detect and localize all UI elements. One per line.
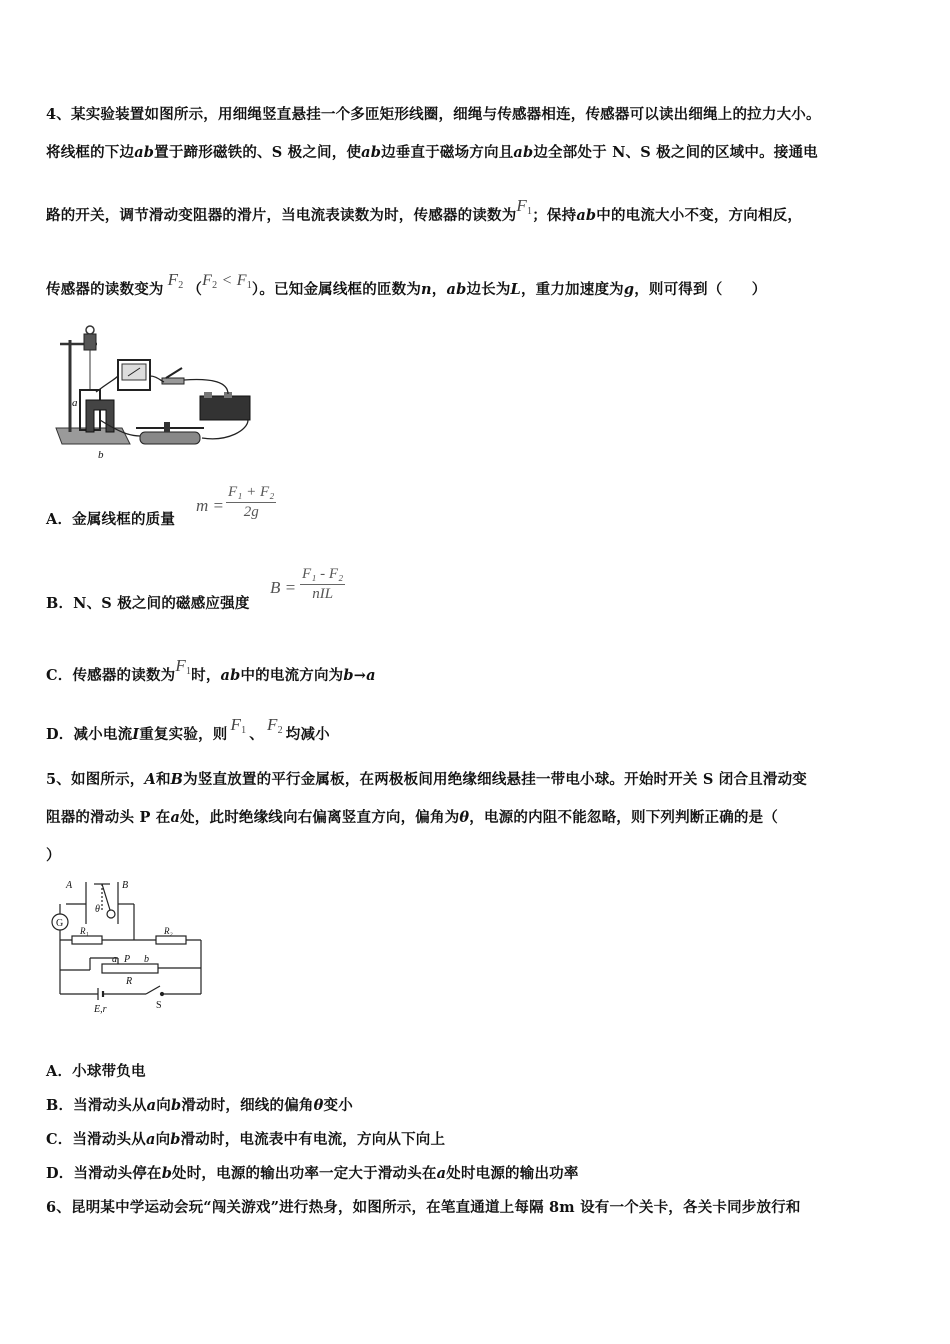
q4-f2: $F_2$ xyxy=(167,270,184,291)
q4-text: ；保持 xyxy=(532,207,577,224)
option-text: D．减小电流 xyxy=(46,726,133,743)
q5-a: a xyxy=(436,1165,447,1182)
option-text: C．传感器的读数为 xyxy=(46,667,176,684)
option-text: 变小 xyxy=(323,1097,353,1114)
numerator: F₁ + F₂ xyxy=(226,484,276,503)
option-text: 时， xyxy=(191,667,221,684)
q4-text: ，则可得到（ ） xyxy=(634,281,767,298)
q4-figure-label-a: a xyxy=(72,397,78,409)
q5-text: 阻器的滑动头 P 在 xyxy=(46,809,171,826)
q4-n: n xyxy=(421,281,432,298)
option-text: 滑动时，细线的偏角 xyxy=(181,1097,314,1114)
q5-option-c xyxy=(46,1128,445,1149)
q5-option-a: A．小球带负电 xyxy=(46,1063,146,1080)
q4-option-b-fraction xyxy=(300,566,345,603)
q4-option-c-direction: b→a xyxy=(343,667,376,684)
q4-L: L xyxy=(510,281,521,298)
numerator: F₁ - F₂ xyxy=(300,566,345,585)
q4-figure-label-b: b xyxy=(98,449,104,460)
q4-ab: ab xyxy=(576,207,597,224)
q4-apparatus-figure xyxy=(52,320,262,460)
q4-ab: ab xyxy=(446,281,467,298)
q5-a: a xyxy=(145,1131,156,1148)
q4-option-d xyxy=(46,715,330,745)
q4-text: ，重力加速度为 xyxy=(520,281,624,298)
q4-text: ， xyxy=(431,281,447,298)
q4-line-2 xyxy=(46,141,818,162)
q5-B: B xyxy=(170,771,184,788)
q4-line-4 xyxy=(46,270,767,300)
q5-circuit-figure xyxy=(46,874,211,1016)
q4-option-b-lhs: B = xyxy=(270,578,297,597)
q4-ab: ab xyxy=(134,144,155,161)
q5-figure-label-b: b xyxy=(144,954,149,965)
q5-theta: θ xyxy=(459,809,470,826)
q4-text: 边垂直于磁场方向且 xyxy=(381,144,514,161)
q5-option-d xyxy=(46,1162,579,1183)
q5-line-1 xyxy=(46,768,807,789)
q5-line-3: ） xyxy=(46,847,61,864)
option-text: 向 xyxy=(155,1131,171,1148)
q5-figure-label-R: R xyxy=(126,976,133,987)
q4-option-a-lhs: m = xyxy=(196,496,224,515)
q4-text: （ xyxy=(187,281,203,298)
q5-figure-label-B: B xyxy=(122,880,129,891)
q6-line-1: 6、昆明某中学运动会玩“闯关游戏”进行热身，如图所示，在笔直通道上每隔 8m 设有一个关卡，各关卡同步放行和 xyxy=(46,1199,801,1216)
q5-figure-label-Er: E,r xyxy=(94,1004,107,1015)
q5-text: 为竖直放置的平行金属板，在两极板间用绝缘细线悬挂一带电小球。开始时开关 S 闭合且滑动变 xyxy=(183,771,807,788)
q4-f1: $F_1$ xyxy=(516,196,533,217)
q5-b: b xyxy=(161,1165,173,1182)
q5-text: 和 xyxy=(155,771,171,788)
q4-text: 路的开关，调节滑动变阻器的滑片，当电流表读数为时，传感器的读数为 xyxy=(46,207,517,224)
q5-figure-label-a: a xyxy=(112,954,117,965)
q4-option-c xyxy=(46,656,376,686)
q4-line-3 xyxy=(46,196,803,226)
q5-figure-label-G: G xyxy=(56,918,64,929)
q4-g: g xyxy=(623,281,635,298)
q4-text: 置于蹄形磁铁的、S 极之间，使 xyxy=(154,144,362,161)
option-text: C．当滑动头从 xyxy=(46,1131,146,1148)
q4-text: 中的电流大小不变，方向相反， xyxy=(596,207,803,224)
q4-text: ）。已知金属线框的匝数为 xyxy=(251,281,422,298)
q5-b: b xyxy=(170,1097,182,1114)
option-text: 均减小 xyxy=(285,726,330,743)
q5-text: 5、如图所示， xyxy=(46,771,145,788)
option-text: 中的电流方向为 xyxy=(240,667,344,684)
q5-figure-label-R2: R₂ xyxy=(164,926,173,936)
q4-text: 边全部处于 N、S 极之间的区域中。接通电 xyxy=(533,144,818,161)
option-text: 处时，电源的输出功率一定大于滑动头在 xyxy=(172,1165,437,1182)
q4-f2-lt-f1: $F_2 < F_1$ xyxy=(202,272,252,291)
q4-option-b: B．N、S 极之间的磁感应强度 xyxy=(46,595,250,612)
q5-theta: θ xyxy=(313,1097,324,1114)
q4-text: 传感器的读数变为 xyxy=(46,281,164,298)
q5-figure-label-theta: θ xyxy=(95,904,100,915)
q5-a: a xyxy=(146,1097,157,1114)
option-text: 滑动时，电流表中有电流，方向从下向上 xyxy=(180,1131,446,1148)
option-text: 向 xyxy=(156,1097,171,1114)
denominator: nIL xyxy=(312,586,334,602)
q5-A: A xyxy=(144,771,156,788)
q4-option-d-f1: $F_1$ xyxy=(230,715,247,736)
q5-b: b xyxy=(170,1131,181,1148)
q4-option-d-f2: $F_2$ xyxy=(266,715,283,736)
q5-option-b xyxy=(46,1094,353,1115)
option-text: 处时电源的输出功率 xyxy=(446,1165,579,1182)
q4-ab: ab xyxy=(220,667,241,684)
q4-ab: ab xyxy=(361,144,382,161)
q5-figure-label-A: A xyxy=(66,880,73,891)
option-text: 、 xyxy=(249,726,264,743)
q5-figure-label-S: S xyxy=(156,1000,162,1011)
q4-option-a-fraction xyxy=(226,484,276,521)
q5-figure-label-P: P xyxy=(124,954,131,965)
option-text: 重复实验，则 xyxy=(139,726,228,743)
q4-option-c-f1: $F_1$ xyxy=(175,656,192,677)
option-text: D．当滑动头停在 xyxy=(46,1165,162,1182)
q4-line-1: 4、某实验装置如图所示，用细绳竖直悬挂一个多匝矩形线圈，细绳与传感器相连，传感器可以读出细绳上的拉力大小。 xyxy=(46,106,821,123)
q5-a: a xyxy=(170,809,181,826)
q5-text: ，电源的内阻不能忽略，则下列判断正确的是（ xyxy=(469,809,778,826)
q5-figure-label-R1: R₁ xyxy=(80,926,89,936)
denominator: 2g xyxy=(243,504,259,520)
q4-text: 将线框的下边 xyxy=(46,144,135,161)
option-text: B．当滑动头从 xyxy=(46,1097,147,1114)
q4-option-d-I: I xyxy=(132,726,140,743)
q4-option-a: A．金属线框的质量 xyxy=(46,511,176,528)
q4-text: 边长为 xyxy=(466,281,511,298)
q5-line-2 xyxy=(46,806,778,827)
q5-text: 处，此时绝缘线向右偏离竖直方向，偏角为 xyxy=(180,809,460,826)
q4-ab: ab xyxy=(513,144,534,161)
